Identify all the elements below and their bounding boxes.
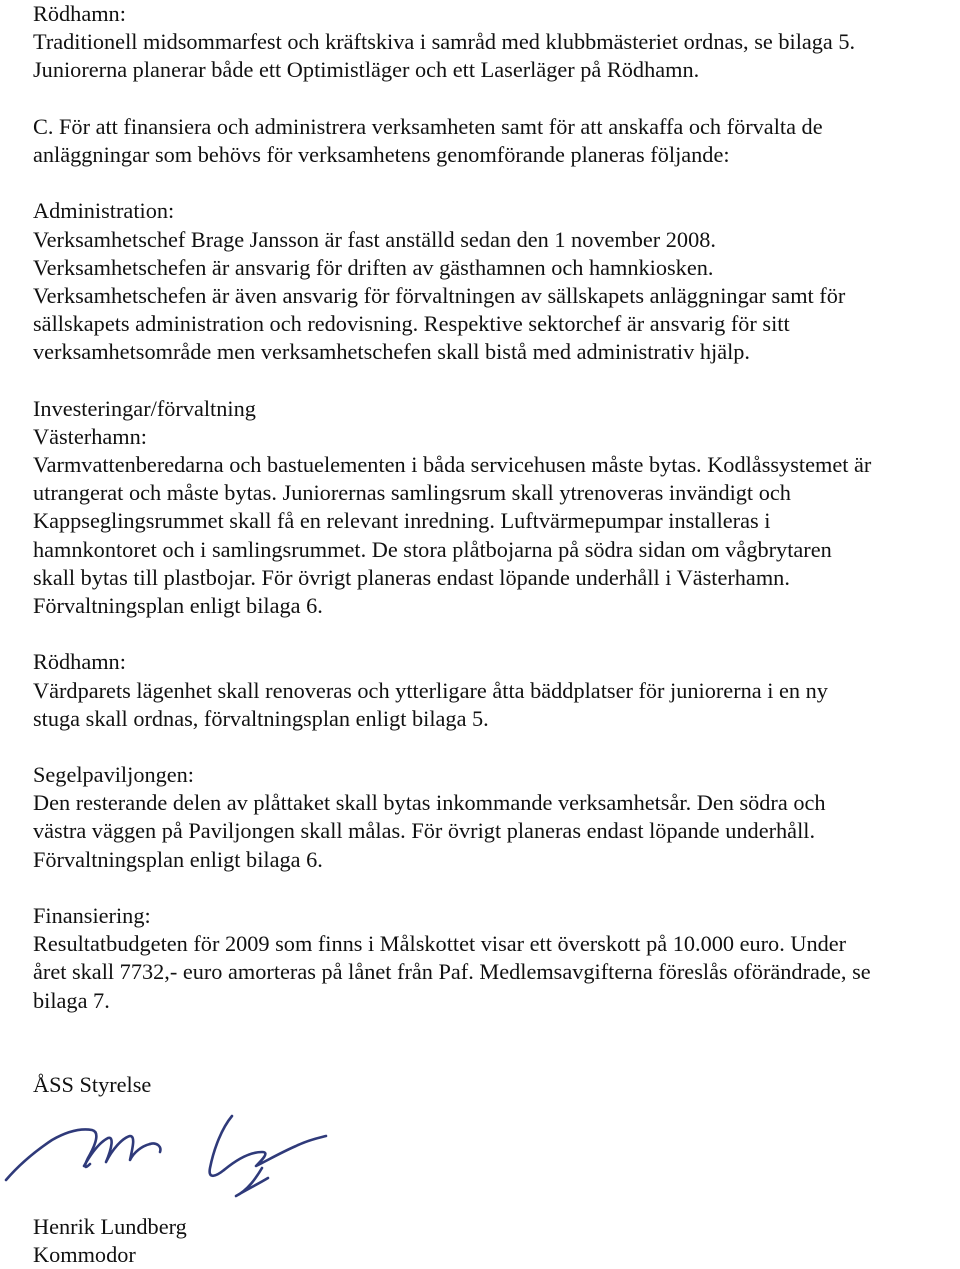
paragraph-line: bilaga 7. bbox=[33, 987, 110, 1013]
handwritten-signature bbox=[0, 1108, 340, 1198]
paragraph-line: Förvaltningsplan enligt bilaga 6. bbox=[33, 846, 323, 872]
section-c bbox=[33, 113, 958, 169]
signer-title: Kommodor bbox=[33, 1242, 136, 1268]
paragraph-line: året skall 7732,- euro amorteras på lånet från Paf. Medlemsavgifterna föreslås oförändrade, se bbox=[33, 959, 871, 985]
paragraph-line: Varmvattenberedarna och bastuelementen i båda servicehusen måste bytas. Kodlåssystemet är bbox=[33, 452, 872, 477]
paragraph-line: anläggningar som behövs för verksamhetens genomförande planeras följande: bbox=[33, 141, 730, 167]
section-segelpaviljongen bbox=[33, 761, 958, 874]
paragraph-line: sällskapets administration och redovisning. Respektive sektorchef är ansvarig för sitt bbox=[33, 311, 790, 337]
spacer bbox=[33, 733, 958, 761]
paragraph-line: Resultatbudgeten för 2009 som finns i Målskottet visar ett överskott på 10.000 euro. Under bbox=[33, 931, 847, 957]
spacer bbox=[33, 1043, 958, 1071]
spacer bbox=[33, 169, 958, 197]
section-subheading: Västerhamn: bbox=[33, 423, 147, 449]
spacer bbox=[33, 85, 958, 113]
paragraph-line: hamnkontoret och i samlingsrummet. De stora plåtbojarna på södra sidan om vågbrytaren bbox=[33, 536, 832, 562]
signer-block bbox=[33, 1213, 958, 1269]
spacer bbox=[33, 874, 958, 902]
section-heading: Administration: bbox=[33, 198, 175, 224]
section-heading: Investeringar/förvaltning bbox=[33, 395, 256, 421]
section-heading: Finansiering: bbox=[33, 903, 151, 928]
paragraph-line: C. För att finansiera och administrera verksamheten samt för att anskaffa och förvalta de bbox=[33, 113, 823, 139]
paragraph-line: Den resterande delen av plåttaket skall bytas inkommande verksamhetsår. Den södra och bbox=[33, 790, 826, 816]
paragraph-line: Traditionell midsommarfest och kräftskiva i samråd med klubbmästeriet ordnas, se bilaga 5. bbox=[33, 29, 856, 55]
paragraph-line: utrangerat och måste bytas. Juniorernas samlingsrum skall ytrenoveras invändigt och bbox=[33, 480, 791, 506]
signer-name: Henrik Lundberg bbox=[33, 1214, 187, 1239]
spacer bbox=[33, 366, 958, 394]
paragraph-line: Juniorerna planerar både ett Optimistläger och ett Laserläger på Rödhamn. bbox=[33, 57, 700, 83]
paragraph-line: verksamhetsområde men verksamhetschefen skall bistå med administrativ hjälp. bbox=[33, 339, 751, 365]
section-finansiering bbox=[33, 902, 958, 1015]
paragraph-line: Verksamhetschef Brage Jansson är fast anställd sedan den 1 november 2008. bbox=[33, 226, 716, 252]
spacer bbox=[33, 1015, 958, 1043]
section-investeringar bbox=[33, 395, 958, 621]
paragraph-line: Verksamhetschefen är ansvarig för driften av gästhamnen och hamnkiosken. bbox=[33, 254, 714, 280]
closing-organisation-block bbox=[33, 1071, 958, 1099]
paragraph-line: stuga skall ordnas, förvaltningsplan enligt bilaga 5. bbox=[33, 705, 489, 731]
section-heading: Segelpaviljongen: bbox=[33, 762, 194, 788]
paragraph-line: Kappseglingsrummet skall få en relevant inredning. Luftvärmepumpar installeras i bbox=[33, 508, 771, 534]
document-page bbox=[33, 0, 958, 1099]
section-heading: Rödhamn: bbox=[33, 649, 126, 675]
section-administration bbox=[33, 197, 958, 366]
section-heading: Rödhamn: bbox=[33, 1, 126, 26]
paragraph-line: västra väggen på Paviljongen skall målas. För övrigt planeras endast löpande underhåll. bbox=[33, 818, 816, 844]
section-rodhamn-bottom bbox=[33, 648, 958, 733]
organisation-name: ÅSS Styrelse bbox=[33, 1072, 152, 1098]
spacer bbox=[33, 620, 958, 648]
section-rodhamn-top bbox=[33, 0, 958, 85]
signature-graphic bbox=[0, 1108, 340, 1198]
paragraph-line: skall bytas till plastbojar. För övrigt planeras endast löpande underhåll i Västerhamn. bbox=[33, 564, 790, 590]
paragraph-line: Verksamhetschefen är även ansvarig för förvaltningen av sällskapets anläggningar samt för bbox=[33, 282, 846, 308]
paragraph-line: Förvaltningsplan enligt bilaga 6. bbox=[33, 592, 323, 618]
paragraph-line: Värdparets lägenhet skall renoveras och ytterligare åtta bäddplatser för juniorerna i en ny bbox=[33, 677, 828, 703]
